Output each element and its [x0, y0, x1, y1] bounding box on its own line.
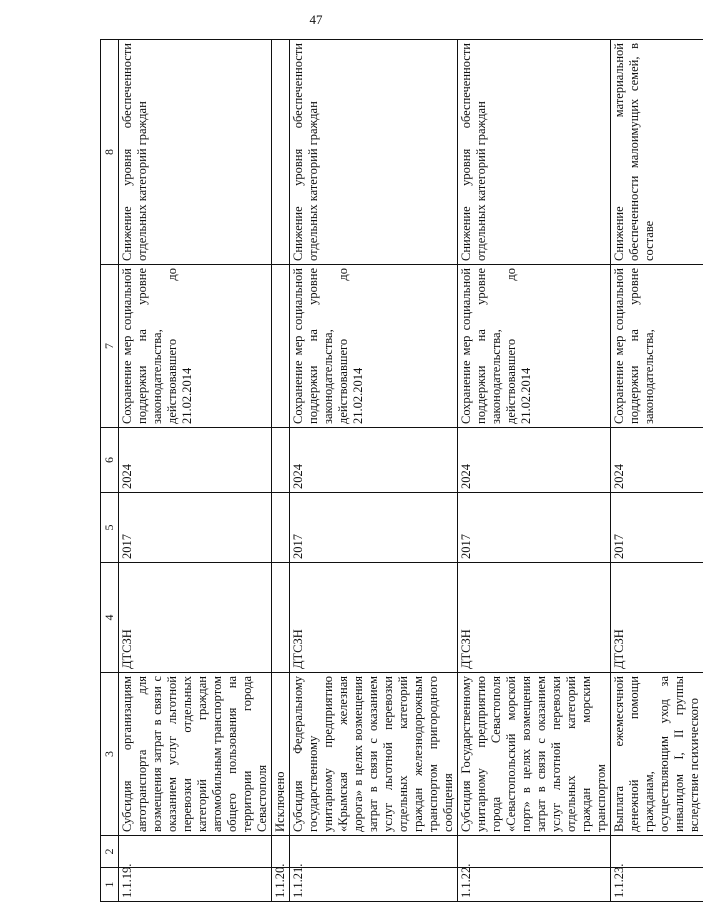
row-number: 1.1.20. [272, 868, 290, 902]
executor: ДТСЗН [290, 563, 458, 673]
measure-text: Субсидия организациям автотранспорта для возмещения затрат в связи с оказанием услуг льготной перевозки отдельных категорий граждан автомобильным транспортом общего пользования на территории города Севастополя [119, 673, 272, 836]
start-year: 2017 [119, 493, 272, 563]
row-col2 [611, 836, 703, 868]
measure-text: Субсидия Государственному унитарному предприятию города Севастополя «Севастопольский морской порт» в целях возмещения затрат в связи с оказанием услуг льготной перевозки отдельных категорий граждан морским транспортом [458, 673, 611, 836]
row-number: 1.1.22. [458, 868, 611, 902]
table-row [290, 40, 458, 902]
measure-text: Субсидия Федеральному государственному унитарному предприятию «Крымская железная дорога» в целях возмещения затрат в связи с оказанием услуг льготной перевозки отдельных категорий граждан железнодорожным транспортом пригородного сообщения [290, 673, 458, 836]
executor: ДТСЗН [458, 563, 611, 673]
header-cell-3: 3 [101, 673, 119, 836]
row-col2 [458, 836, 611, 868]
header-cell-7: 7 [101, 265, 119, 428]
end-year [272, 428, 290, 493]
expected-result: Сохранение мер социальной поддержки на уровне законодательства, [611, 265, 703, 428]
table-row [119, 40, 272, 902]
header-cell-8: 8 [101, 40, 119, 265]
expected-result: Сохранение мер социальной поддержки на уровне законодательства, действовавшего до 21.02.2014 [458, 265, 611, 428]
header-cell-5: 5 [101, 493, 119, 563]
header-cell-6: 6 [101, 428, 119, 493]
header-row [101, 40, 119, 902]
goal-link: Снижение материальной обеспеченности малоимущих семей, в составе [611, 40, 703, 265]
goal-link: Снижение уровня обеспеченности отдельных категорий граждан [290, 40, 458, 265]
header-cell-4: 4 [101, 563, 119, 673]
header-cell-2: 2 [101, 836, 119, 868]
end-year: 2024 [458, 428, 611, 493]
row-col2 [272, 836, 290, 868]
rotated-table-container [100, 40, 701, 902]
goal-link [272, 40, 290, 265]
executor: ДТСЗН [611, 563, 703, 673]
page-number: 47 [309, 12, 323, 27]
measure-text: Выплата ежемесячной денежной помощи гражданам, осуществляющим уход за инвалидом I, II группы вследствие психического [611, 673, 703, 836]
end-year: 2024 [290, 428, 458, 493]
row-number: 1.1.21. [290, 868, 458, 902]
table-row [458, 40, 611, 902]
start-year: 2017 [611, 493, 703, 563]
executor [272, 563, 290, 673]
header-cell-1: 1 [101, 868, 119, 902]
start-year [272, 493, 290, 563]
expected-result [272, 265, 290, 428]
row-number: 1.1.19. [119, 868, 272, 902]
goal-link: Снижение уровня обеспеченности отдельных категорий граждан [119, 40, 272, 265]
end-year: 2024 [119, 428, 272, 493]
end-year: 2024 [611, 428, 703, 493]
expected-result: Сохранение мер социальной поддержки на уровне законодательства, действовавшего до 21.02.2014 [290, 265, 458, 428]
start-year: 2017 [290, 493, 458, 563]
goal-link: Снижение уровня обеспеченности отдельных категорий граждан [458, 40, 611, 265]
row-number: 1.1.23. [611, 868, 703, 902]
table-row [272, 40, 290, 902]
start-year: 2017 [458, 493, 611, 563]
measures-table [100, 39, 703, 902]
executor: ДТСЗН [119, 563, 272, 673]
expected-result: Сохранение мер социальной поддержки на уровне законодательства, действовавшего до 21.02.2014 [119, 265, 272, 428]
measure-text: Исключено [272, 673, 290, 836]
row-col2 [290, 836, 458, 868]
row-col2 [119, 836, 272, 868]
table-row [611, 40, 703, 902]
